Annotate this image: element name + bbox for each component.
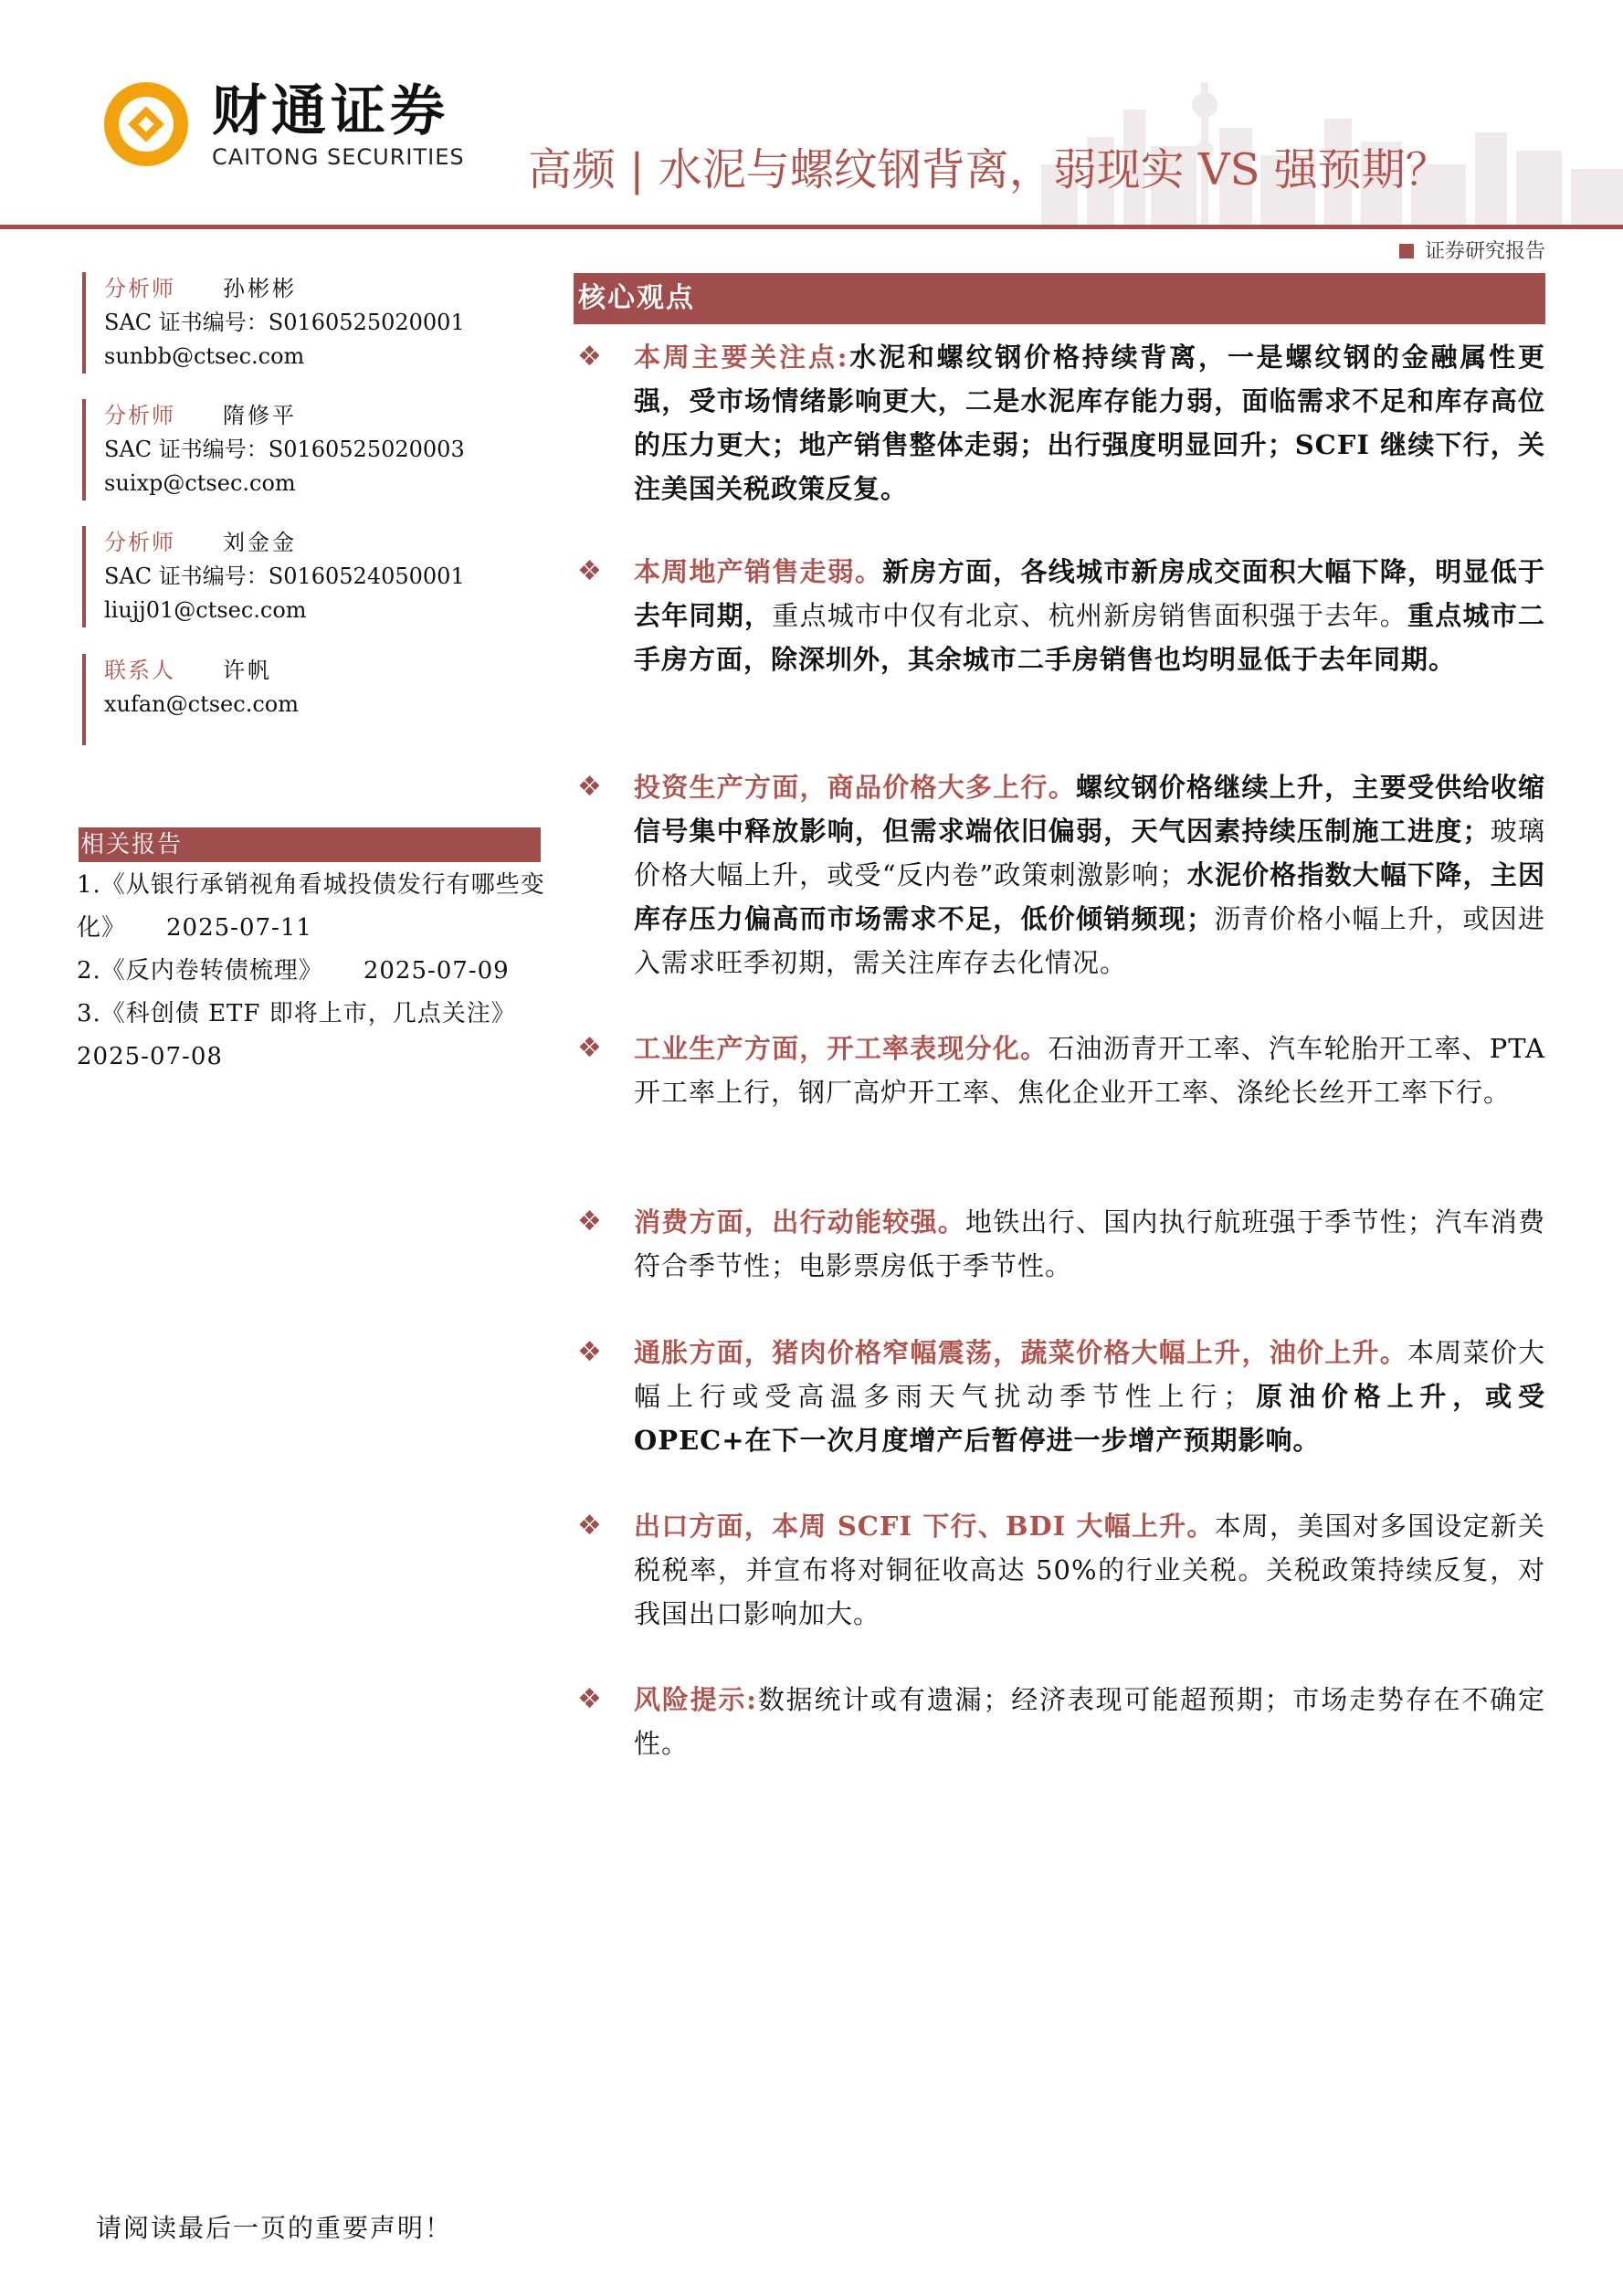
analyst-card — [82, 272, 488, 374]
bullet-lead: 投资生产方面，商品价格大多上行。 — [634, 772, 1076, 803]
bullet-bold-text: 水泥和螺纹钢价格持续背离，一是螺纹钢的金融属性更强，受市场情绪影响更大，二是水泥库存能力弱，面临需求不足和库存高位的压力更大；地产销售整体走弱；出行强度明显回升；SCFI 继续下行，关注美国关税政策反复。 — [634, 342, 1545, 504]
core-bullet — [577, 335, 1545, 511]
contact-card — [82, 654, 488, 745]
bullet-lead: 风险提示: — [634, 1684, 757, 1715]
bullet-lead: 本周主要关注点: — [634, 342, 848, 373]
contact-email[interactable]: xufan@ctsec.com — [104, 691, 299, 717]
analyst-card — [82, 399, 488, 500]
footer-notice: 请阅读最后一页的重要声明！ — [96, 2213, 453, 2243]
diamond-bullet-icon: ❖ — [577, 1336, 602, 1368]
diamond-bullet-icon: ❖ — [577, 1032, 602, 1064]
bullet-text: 地铁出行、国内执行航班强于季节性；汽车消费符合季节性；电影票房低于季节性。 — [634, 1206, 1545, 1281]
bullet-lead: 消费方面，出行动能较强。 — [634, 1206, 965, 1238]
core-bullet — [577, 550, 1545, 681]
bullet-lead: 通胀方面，猪肉价格窄幅震荡，蔬菜价格大幅上升，油价上升。 — [634, 1337, 1407, 1368]
diamond-bullet-icon: ❖ — [577, 1510, 602, 1542]
diamond-bullet-icon: ❖ — [577, 341, 602, 373]
analyst-role: 分析师 — [104, 276, 175, 301]
related-report-date: 2025-07-08 — [77, 1043, 223, 1070]
analyst-sac: SAC 证书编号：S0160525020001 — [104, 310, 465, 335]
diamond-bullet-icon: ❖ — [577, 771, 602, 803]
analyst-role: 分析师 — [104, 403, 175, 428]
contact-name: 许帆 — [223, 658, 272, 683]
brand-name-cn: 财通证券 — [212, 79, 449, 143]
city-skyline-watermark — [1005, 55, 1623, 228]
bullet-bold-text: 新房方面，各线城市新房成交面积大幅下降，明显低于去年同期， — [634, 556, 1545, 631]
related-report-item[interactable]: 2.《反内卷转债梳理》 2025-07-09 — [77, 950, 547, 993]
diamond-bullet-icon: ❖ — [577, 555, 602, 587]
report-type-label: 证券研究报告 — [1399, 242, 1545, 262]
analyst-email[interactable]: suixp@ctsec.com — [104, 470, 296, 496]
core-bullet — [577, 1504, 1545, 1636]
analyst-card — [82, 526, 488, 627]
core-bullet — [577, 1678, 1545, 1765]
diamond-bullet-icon: ❖ — [577, 1206, 602, 1238]
bullet-text: 数据统计或有遗漏；经济表现可能超预期；市场走势存在不确定性。 — [634, 1684, 1545, 1759]
bullet-lead: 工业生产方面，开工率表现分化。 — [634, 1033, 1049, 1064]
analyst-email[interactable]: sunbb@ctsec.com — [104, 343, 305, 369]
analyst-sac: SAC 证书编号：S0160525020003 — [104, 437, 465, 462]
related-report-date: 2025-07-09 — [363, 957, 510, 985]
analyst-name: 刘金金 — [223, 530, 297, 555]
analyst-name: 隋修平 — [223, 403, 297, 428]
analyst-email[interactable]: liujj01@ctsec.com — [104, 597, 307, 623]
analyst-sac: SAC 证书编号：S0160524050001 — [104, 563, 465, 589]
bullet-bold-text: 螺纹钢价格继续上升，主要受供给收缩信号集中释放影响，但需求端依旧偏弱，天气因素持续压制施工进度； — [634, 772, 1545, 847]
bullet-text: 玻璃价格大幅上升，或受“反内卷”政策刺激影响； — [634, 816, 1545, 890]
core-bullet — [577, 1027, 1545, 1114]
analyst-role: 分析师 — [104, 530, 175, 555]
header-divider — [0, 225, 1623, 229]
core-bullet — [577, 765, 1545, 985]
bullet-lead: 出口方面，本周 SCFI 下行、BDI 大幅上升。 — [634, 1511, 1215, 1542]
caitong-logo-icon — [100, 79, 192, 170]
related-report-item[interactable]: 1.《从银行承销视角看城投债发行有哪些变化》 2025-07-11 — [77, 864, 547, 950]
bullet-lead: 本周地产销售走弱。 — [634, 556, 883, 587]
report-title: 高频 | 水泥与螺纹钢背离，弱现实 VS 强预期？ — [528, 144, 1449, 195]
analyst-name: 孙彬彬 — [223, 276, 297, 301]
bullet-bold-text: 水泥价格指数大幅下降，主因库存压力偏高而市场需求不足，低价倾销频现； — [634, 859, 1545, 934]
bullet-text: 沥青价格小幅上升，或因进入需求旺季初期，需关注库存去化情况。 — [634, 903, 1545, 978]
bullet-text: 石油沥青开工率、汽车轮胎开工率、PTA 开工率上行，钢厂高炉开工率、焦化企业开工率、涤纶长丝开工率下行。 — [634, 1033, 1545, 1108]
related-reports-list — [77, 864, 547, 1079]
core-bullet — [577, 1200, 1545, 1288]
bullet-text: 本周菜价大幅上行或受高温多雨天气扰动季节性上行； — [634, 1337, 1545, 1412]
contact-role: 联系人 — [104, 658, 175, 683]
diamond-bullet-icon: ❖ — [577, 1683, 602, 1715]
related-report-date: 2025-07-11 — [166, 914, 312, 942]
brand-name-en: CAITONG SECURITIES — [212, 144, 465, 170]
core-bullet — [577, 1331, 1545, 1462]
related-reports-heading: 相关报告 — [79, 827, 541, 862]
related-report-item[interactable]: 3.《科创债 ETF 即将上市，几点关注》 2025-07-08 — [77, 1000, 516, 1070]
bullet-text: 本周，美国对多国设定新关税税率，并宣布将对铜征收高达 50%的行业关税。关税政策持续反复，对我国出口影响加大。 — [634, 1511, 1545, 1629]
bullet-bold-text: 原油价格上升，或受 OPEC+在下一次月度增产后暂停进一步增产预期影响。 — [634, 1381, 1545, 1456]
core-views-heading: 核心观点 — [574, 273, 1545, 324]
bullet-text: 重点城市中仅有北京、杭州新房销售面积强于去年。 — [772, 600, 1407, 631]
bullet-bold-text: 重点城市二手房方面，除深圳外，其余城市二手房销售也均明显低于去年同期。 — [634, 600, 1545, 675]
